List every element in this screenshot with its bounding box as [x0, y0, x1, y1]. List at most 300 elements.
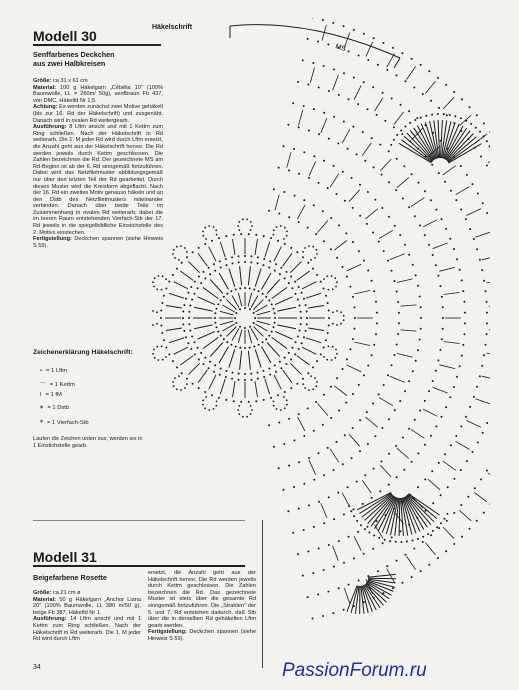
chain-dot — [286, 235, 288, 237]
chain-dot — [338, 587, 340, 589]
chain-dot — [257, 372, 259, 374]
legend-label: = 1 fM — [45, 392, 62, 398]
stitch-line — [198, 370, 207, 383]
chain-dot — [437, 557, 439, 559]
chain-dot — [292, 532, 294, 534]
chain-dot — [401, 133, 403, 135]
chain-dot — [399, 400, 401, 402]
chain-dot — [440, 522, 442, 524]
chain-dot — [239, 347, 241, 349]
chain-dot — [384, 539, 386, 541]
chain-dot — [438, 172, 440, 174]
chain-dot — [191, 336, 193, 338]
chain-dot — [284, 227, 286, 229]
chain-dot — [445, 84, 447, 86]
chain-dot — [277, 394, 279, 396]
stitch-line — [298, 417, 306, 431]
fertig-label: Fertigstellung: — [33, 236, 72, 243]
chain-dot — [298, 348, 300, 350]
chain-dot — [238, 229, 240, 231]
chain-dot — [486, 422, 488, 424]
stitch-line — [219, 273, 229, 289]
chain-dot — [419, 339, 421, 341]
title-rule — [33, 565, 245, 567]
model31-instructions — [33, 590, 141, 643]
chain-dot — [333, 116, 335, 118]
chain-dot — [352, 393, 354, 395]
chain-dot — [374, 199, 376, 201]
chain-dot — [276, 408, 278, 410]
chain-dot — [381, 207, 383, 209]
chain-dot — [216, 234, 218, 236]
chain-dot — [250, 261, 252, 263]
chain-dot — [358, 580, 360, 582]
chain-dot — [213, 263, 215, 265]
chain-dot — [162, 275, 164, 277]
stitch-line — [334, 241, 347, 251]
chain-dot — [297, 81, 299, 83]
chain-dot — [483, 122, 485, 124]
stitch-line — [308, 328, 324, 331]
chain-dot — [388, 181, 390, 183]
chain-dot — [318, 548, 320, 550]
chain-dot — [240, 233, 242, 235]
chain-dot — [325, 295, 327, 297]
double-crochet-icon: ǂ — [40, 405, 44, 411]
chain-dot — [466, 460, 468, 462]
chain-dot — [255, 234, 257, 236]
chain-dot — [352, 207, 354, 209]
chain-dot — [161, 332, 163, 334]
chain-dot — [350, 510, 352, 512]
chain-dot — [296, 251, 298, 253]
chain-dot — [203, 363, 205, 365]
chain-dot — [214, 270, 216, 272]
chain-dot — [276, 226, 278, 228]
chain-dot — [235, 346, 237, 348]
chain-dot — [415, 360, 417, 362]
chain-dot — [336, 257, 338, 259]
chain-dot — [194, 341, 196, 343]
stitch-line — [306, 293, 321, 298]
chain-dot — [400, 530, 402, 532]
chain-dot — [298, 173, 300, 175]
stitch-line — [302, 282, 316, 289]
chain-dot — [301, 292, 303, 294]
chain-dot — [347, 148, 349, 150]
chain-dot — [486, 470, 488, 472]
chain-dot — [416, 117, 418, 119]
chain-dot — [473, 396, 475, 398]
chain-dot — [303, 483, 305, 485]
chain-dot — [288, 352, 290, 354]
chain-dot — [298, 508, 300, 510]
chain-dot — [453, 512, 455, 514]
column-divider — [262, 520, 263, 668]
chain-dot — [308, 130, 310, 132]
stitch-line — [403, 497, 416, 533]
chain-dot — [205, 396, 207, 398]
chain-dot — [437, 113, 439, 115]
stitch-line — [401, 305, 417, 306]
stitch-line — [444, 293, 460, 295]
chain-dot — [359, 184, 361, 186]
chain-dot — [435, 264, 437, 266]
chain-dot — [373, 290, 375, 292]
stitch-line — [349, 190, 360, 202]
stitch-line — [274, 247, 281, 261]
stitch-line — [248, 266, 250, 285]
stitch-line — [287, 152, 291, 167]
chain-dot — [268, 335, 270, 337]
chain-dot — [153, 286, 155, 288]
title-rule — [33, 44, 161, 46]
chain-dot — [351, 457, 353, 459]
chain-dot — [308, 389, 310, 391]
chain-dot — [489, 503, 490, 505]
legend-item — [40, 419, 89, 426]
chain-dot — [348, 536, 350, 538]
chain-dot — [373, 468, 375, 470]
chain-dot — [400, 130, 402, 132]
chain-dot — [432, 502, 434, 504]
stitch-line — [198, 297, 215, 305]
chain-dot — [347, 486, 349, 488]
slip-stitch-icon: ⌒ — [40, 383, 46, 389]
chain-dot — [182, 324, 184, 326]
chain-dot — [435, 370, 437, 372]
chain-dot — [401, 52, 403, 54]
chain-dot — [327, 447, 329, 449]
chain-dot — [313, 204, 315, 206]
chain-dot — [386, 69, 388, 71]
stitch-line — [333, 75, 339, 90]
chain-dot — [469, 406, 471, 408]
chain-dot — [375, 333, 377, 335]
chain-dot — [367, 526, 369, 528]
chain-dot — [273, 234, 275, 236]
stitch-line — [262, 347, 272, 363]
chain-dot — [417, 452, 419, 454]
chain-dot — [455, 435, 457, 437]
stitch-line — [310, 68, 314, 83]
chain-dot — [286, 271, 288, 273]
model30-instructions — [33, 78, 163, 249]
chain-dot — [172, 381, 174, 383]
chain-dot — [358, 250, 360, 252]
stitch-line — [203, 287, 218, 298]
chain-dot — [412, 370, 414, 372]
chain-dot — [237, 409, 239, 411]
chain-dot — [254, 317, 256, 319]
stitch-line — [275, 297, 292, 305]
chain-dot — [225, 235, 227, 237]
stitch-line — [443, 166, 456, 175]
chain-dot — [396, 560, 398, 562]
legend-item — [40, 405, 69, 411]
chain-dot — [154, 357, 156, 359]
chain-dot — [393, 139, 395, 141]
chain-dot — [277, 240, 279, 242]
chain-dot — [216, 308, 218, 310]
chain-dot — [335, 349, 337, 351]
chain-dot — [303, 298, 305, 300]
chain-dot — [430, 435, 432, 437]
chain-dot — [253, 322, 255, 324]
chain-dot — [204, 357, 206, 359]
chain-dot — [366, 223, 368, 225]
chain-dot — [344, 434, 346, 436]
stitch-line — [349, 434, 360, 446]
stitch-line — [169, 338, 184, 343]
stitch-line — [275, 195, 279, 210]
chain-dot — [479, 131, 481, 133]
chain-dot — [306, 324, 308, 326]
chain-dot — [244, 373, 246, 375]
chain-dot — [449, 396, 451, 398]
chain-dot — [435, 425, 437, 427]
chain-dot — [345, 232, 347, 234]
chain-dot — [352, 241, 354, 243]
chain-dot — [283, 489, 285, 491]
chain-dot — [342, 463, 344, 465]
chain-dot — [312, 366, 314, 368]
chain-dot — [238, 261, 240, 263]
chain-dot — [257, 378, 259, 380]
chain-dot — [489, 131, 490, 133]
chain-dot — [307, 84, 309, 86]
chain-dot — [271, 331, 273, 333]
chain-dot — [161, 346, 163, 348]
stitch-line — [275, 331, 292, 339]
chain-dot — [333, 566, 335, 568]
chain-dot — [180, 245, 182, 247]
chain-dot — [411, 461, 413, 463]
chain-dot — [460, 469, 462, 471]
chain-dot — [248, 233, 250, 235]
chain-dot — [424, 478, 426, 480]
chain-dot — [332, 323, 334, 325]
stitch-line — [290, 261, 301, 272]
chain-dot — [431, 164, 433, 166]
chain-dot — [313, 430, 315, 432]
chain-dot — [373, 344, 375, 346]
chain-dot — [220, 267, 222, 269]
chain-dot — [258, 290, 260, 292]
chain-dot — [197, 287, 199, 289]
chain-dot — [449, 238, 451, 240]
chain-dot — [453, 543, 455, 545]
chain-dot — [326, 359, 328, 361]
chain-dot — [297, 299, 299, 301]
chain-dot — [323, 278, 325, 280]
chain-dot — [460, 117, 462, 119]
chain-dot — [359, 419, 361, 421]
chain-dot — [445, 406, 447, 408]
stitch-line — [166, 328, 182, 331]
chain-dot — [328, 346, 330, 348]
chain-dot — [198, 359, 200, 361]
chain-dot — [211, 240, 213, 242]
chain-dot — [486, 333, 488, 335]
chain-dot — [459, 269, 461, 271]
chain-dot — [330, 217, 332, 219]
chain-dot — [233, 234, 235, 236]
chain-dot — [156, 346, 158, 348]
stitch-line — [255, 381, 258, 397]
chain-dot — [328, 90, 330, 92]
chain-dot — [453, 91, 455, 93]
chain-dot — [273, 401, 275, 403]
chain-dot — [268, 368, 270, 370]
chain-dot — [202, 231, 204, 233]
chain-dot — [430, 199, 432, 201]
stitch-line — [283, 253, 292, 266]
chain-dot — [438, 107, 440, 109]
chain-dot — [315, 249, 317, 251]
chain-dot — [428, 564, 430, 566]
chain-dot — [354, 317, 356, 319]
chain-dot — [441, 218, 443, 220]
chain-dot — [402, 437, 404, 439]
legend-item — [40, 392, 62, 398]
chain-dot — [194, 281, 196, 283]
stitch-line — [333, 546, 339, 561]
chain-dot — [432, 380, 434, 382]
chain-dot — [405, 80, 407, 82]
chain-dot — [364, 474, 366, 476]
model30-title: Modell 30 — [33, 28, 97, 44]
chain-dot — [274, 364, 276, 366]
chain-dot — [372, 548, 374, 550]
chain-dot — [249, 326, 251, 328]
chain-dot — [286, 231, 288, 233]
chain-dot — [253, 346, 255, 348]
chain-dot — [411, 173, 413, 175]
chain-dot — [314, 257, 316, 259]
stitch-line — [354, 291, 370, 294]
chain-dot — [274, 312, 276, 314]
stitch-line — [425, 543, 435, 555]
chain-dot — [305, 330, 307, 332]
chain-dot — [397, 301, 399, 303]
chain-dot — [483, 280, 485, 282]
chain-dot — [331, 359, 333, 361]
chain-dot — [288, 216, 290, 218]
chain-dot — [270, 237, 272, 239]
chain-dot — [213, 226, 215, 228]
continued-text: ersetzt, die Anzahl geht aus der Häkelschrift hervor. Die Rd werden jeweils durch Kettm geschlossen. Die Zahlen bezeichnen die Rd. Das gezeichnete Muster ist stets über die gesamte Rd sinngemäß fortzuführen. Die „Strahlen" der 5. und 7. Rd entstehen dadurch, daß Stb über die in derselben Rd gehäkelten Lftm gearb werden. — [148, 570, 256, 629]
stitch-line — [297, 356, 310, 365]
chain-dot — [348, 584, 350, 586]
chain-dot — [427, 533, 429, 535]
fertig-text: Deckchen spannen (siehe Hinweis S 59). — [148, 629, 256, 642]
chain-dot — [392, 47, 394, 49]
chain-dot — [288, 465, 290, 467]
chain-dot — [204, 243, 206, 245]
chain-dot — [390, 144, 392, 146]
chain-dot — [352, 126, 354, 128]
stitch-line — [318, 403, 328, 415]
chain-dot — [273, 326, 275, 328]
chain-dot — [463, 333, 465, 335]
chain-dot — [317, 41, 319, 43]
chain-dot — [486, 165, 488, 167]
stitch-line — [255, 269, 261, 287]
chain-dot — [362, 503, 364, 505]
chain-dot — [343, 609, 345, 611]
chain-dot — [460, 504, 462, 506]
chain-dot — [412, 540, 414, 542]
chain-dot — [189, 305, 191, 307]
chain-dot — [291, 287, 293, 289]
chain-dot — [216, 326, 218, 328]
chain-dot — [482, 432, 484, 434]
chain-dot — [185, 298, 187, 300]
chain-dot — [394, 409, 396, 411]
chain-dot — [273, 446, 275, 448]
stitch-line — [180, 356, 193, 365]
chain-dot — [338, 410, 340, 412]
chain-dot — [336, 193, 338, 195]
stitch-line — [466, 209, 481, 216]
chain-dot — [250, 405, 252, 407]
chain-dot — [346, 358, 348, 360]
chain-dot — [323, 65, 325, 67]
chain-dot — [381, 174, 383, 176]
chain-dot — [178, 375, 180, 377]
chain-dot — [349, 286, 351, 288]
chain-dot — [223, 296, 225, 298]
chain-dot — [314, 377, 316, 379]
chain-dot — [172, 360, 174, 362]
stitch-line — [482, 376, 490, 380]
chain-dot — [348, 505, 350, 507]
chain-dot — [337, 492, 339, 494]
chain-dot — [336, 324, 338, 326]
chain-dot — [343, 121, 345, 123]
chain-dot — [381, 427, 383, 429]
chain-dot — [408, 110, 410, 112]
chain-dot — [394, 354, 396, 356]
chain-dot — [176, 246, 178, 248]
chain-dot — [411, 58, 413, 60]
chain-dot — [462, 290, 464, 292]
chain-dot — [181, 372, 183, 374]
chain-dot — [160, 317, 162, 319]
chain-dot — [391, 98, 393, 100]
chain-dot — [239, 326, 241, 328]
chain-dot — [158, 359, 160, 361]
chain-dot — [464, 322, 466, 324]
chain-dot — [323, 522, 325, 524]
quadruple-treble-icon: ⧧ — [40, 419, 43, 425]
chain-dot — [295, 293, 297, 295]
chain-dot — [176, 388, 178, 390]
ausfuehrung-text: 8 Lftm anschl und mit 1 Kettm zum Ring schließen. Nach der Häkelschrift in Rd weiterarb. Die 1. M jeder Rd wird durch Lftm ersetzt, die Anzahl geht aus der Häkelschrift hervor. Die Rd werden jeweils durch Kettm geschlossen. Die Zahlen bezeichnen die Rd. Der gezeichnete MS am Rd-Beginn ist ab der 6. Rd sinngemäß fortzuführen. Dabei wird das Netzfiletmuster abbildungsgemäß nur über den letzten Teil der Rd gearbeitet. Durch dieses Muster wird die Kreisform abgeflacht. Nach der 16. Rd ein zweites Motiv genauso häkeln und an den Dstb des Netzfiletmusters miteinander verbinden. Danach über beide Teile im Zusammenhang in ovalen Rd weiterarb, dabei die im leeren Raum entstehenden Vierfach-Stb der 17. Rd jeweils in die spiegelbildliche Einstichstelle des 2. Motivs einstechen. — [33, 124, 163, 236]
stitch-line — [411, 429, 424, 438]
chain-dot — [205, 238, 207, 240]
chain-dot — [250, 221, 252, 223]
chain-dot — [415, 274, 417, 276]
chain-dot — [388, 484, 390, 486]
chain-dot — [238, 373, 240, 375]
chain-dot — [290, 276, 292, 278]
chain-dot — [326, 275, 328, 277]
stitch-line — [210, 343, 223, 357]
chain-dot — [300, 311, 302, 313]
chain-dot — [406, 541, 408, 543]
